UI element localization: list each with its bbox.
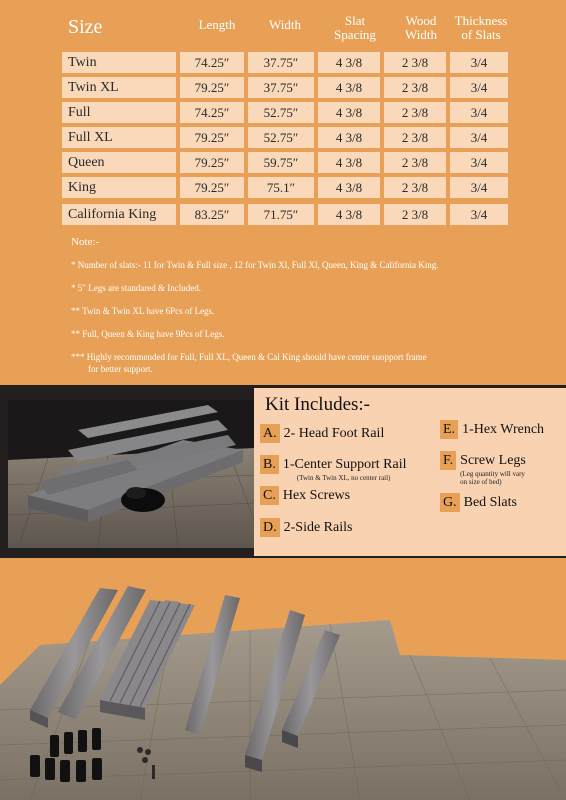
header-thickness-l1: Thickness xyxy=(454,13,508,28)
cell-width: 59.75″ xyxy=(248,152,314,173)
kit-item-a xyxy=(260,424,384,443)
kit-item-e xyxy=(440,420,544,439)
header-wood-width-l2: Width xyxy=(405,27,437,42)
kit-sub: (Twin & Twin XL, no center rail) xyxy=(296,474,391,482)
cell-width: 71.75″ xyxy=(248,204,314,225)
kit-letter: E. xyxy=(440,420,458,439)
cell-wood-width: 2 3/8 xyxy=(384,177,446,198)
header-thickness-l2: of Slats xyxy=(461,27,501,42)
header-slat-spacing-l2: Spacing xyxy=(334,27,376,42)
note-item: * 5″ Legs are standared & Included. xyxy=(71,283,201,293)
note-item: *** Highly recommended for Full, Full XL, Queen & Cal King should have center suopport frame xyxy=(71,352,427,362)
kit-text: 2-Side Rails xyxy=(283,520,353,535)
kit-letter: G. xyxy=(440,493,460,512)
kit-item-f xyxy=(440,451,526,486)
cell-wood-width: 2 3/8 xyxy=(384,152,446,173)
kit-title: Kit Includes:- xyxy=(265,394,371,415)
kit-text: Screw Legs xyxy=(460,453,526,468)
cell-size: King xyxy=(62,177,176,198)
cell-wood-width: 2 3/8 xyxy=(384,52,446,73)
cell-length: 79.25″ xyxy=(180,127,244,148)
cell-length: 79.25″ xyxy=(180,177,244,198)
cell-length: 83.25″ xyxy=(180,204,244,225)
cell-size: Full xyxy=(62,102,176,123)
cell-wood-width: 2 3/8 xyxy=(384,102,446,123)
cell-thickness: 3/4 xyxy=(450,204,508,225)
bed-parts-illustration xyxy=(0,560,566,800)
kit-text: 2- Head Foot Rail xyxy=(283,426,385,441)
kit-boxed-photo xyxy=(8,400,254,548)
note-item: ** Twin & Twin XL have 6Pcs of Legs. xyxy=(71,306,215,316)
kit-text: Bed Slats xyxy=(463,495,517,510)
cell-thickness: 3/4 xyxy=(450,177,508,198)
size-table xyxy=(62,0,508,230)
notes-title: Note:- xyxy=(71,236,100,248)
boxed-rails-illustration xyxy=(8,400,254,548)
notes-section xyxy=(71,236,541,376)
cell-thickness: 3/4 xyxy=(450,52,508,73)
note-item: * Number of slats:- 11 for Twin & Full size , 12 for Twin Xl, Full Xl, Queen, King & California King. xyxy=(71,260,439,270)
header-size: Size xyxy=(68,16,103,38)
cell-slat-spacing: 4 3/8 xyxy=(318,77,380,98)
kit-sub: on size of bed) xyxy=(460,478,502,486)
kit-letter: C. xyxy=(260,486,279,505)
cell-size: Queen xyxy=(62,152,176,173)
cell-slat-spacing: 4 3/8 xyxy=(318,102,380,123)
kit-item-d xyxy=(260,518,352,537)
cell-slat-spacing: 4 3/8 xyxy=(318,127,380,148)
cell-length: 79.25″ xyxy=(180,77,244,98)
cell-wood-width: 2 3/8 xyxy=(384,204,446,225)
cell-thickness: 3/4 xyxy=(450,152,508,173)
header-slat-spacing-l1: Slat xyxy=(344,13,366,28)
note-item: ** Full, Queen & King have 9Pcs of Legs. xyxy=(71,329,225,339)
cell-slat-spacing: 4 3/8 xyxy=(318,177,380,198)
cell-slat-spacing: 4 3/8 xyxy=(318,152,380,173)
bed-parts-photo xyxy=(0,560,566,800)
header-wood-width-l1: Wood xyxy=(405,13,437,28)
kit-text: 1-Hex Wrench xyxy=(462,422,545,437)
kit-item-g xyxy=(440,493,517,512)
kit-text-wrap xyxy=(283,455,407,482)
kit-text-wrap xyxy=(460,451,526,486)
kit-text: Hex Screws xyxy=(282,488,351,503)
cell-thickness: 3/4 xyxy=(450,127,508,148)
cell-wood-width: 2 3/8 xyxy=(384,77,446,98)
cell-thickness: 3/4 xyxy=(450,102,508,123)
kit-item-c xyxy=(260,486,350,505)
kit-letter: F. xyxy=(440,451,456,470)
cell-size: California King xyxy=(62,204,176,225)
cell-width: 37.75″ xyxy=(248,52,314,73)
cell-size: Twin xyxy=(62,52,176,73)
cell-thickness: 3/4 xyxy=(450,77,508,98)
note-item: for better support. xyxy=(88,364,153,374)
cell-width: 37.75″ xyxy=(248,77,314,98)
cell-width: 52.75″ xyxy=(248,102,314,123)
cell-wood-width: 2 3/8 xyxy=(384,127,446,148)
kit-sub: (Leg quantity will vary xyxy=(460,470,525,478)
kit-letter: A. xyxy=(260,424,280,443)
cell-size: Twin XL xyxy=(62,77,176,98)
cell-size: Full XL xyxy=(62,127,176,148)
cell-length: 74.25″ xyxy=(180,102,244,123)
kit-letter: D. xyxy=(260,518,280,537)
cell-slat-spacing: 4 3/8 xyxy=(318,204,380,225)
header-width: Width xyxy=(269,17,301,32)
cell-width: 75.1″ xyxy=(248,177,314,198)
header-length: Length xyxy=(198,17,236,32)
cell-width: 52.75″ xyxy=(248,127,314,148)
kit-text: 1-Center Support Rail xyxy=(282,457,407,472)
cell-length: 79.25″ xyxy=(180,152,244,173)
cell-slat-spacing: 4 3/8 xyxy=(318,52,380,73)
kit-item-b xyxy=(260,455,407,482)
kit-letter: B. xyxy=(260,455,279,474)
cell-length: 74.25″ xyxy=(180,52,244,73)
